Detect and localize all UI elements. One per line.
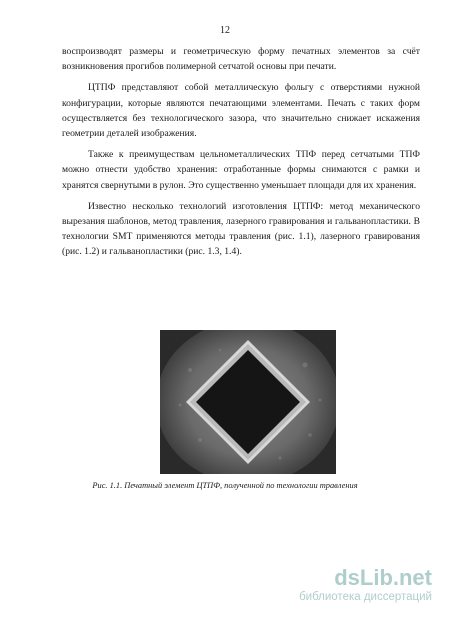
figure-photo — [160, 330, 336, 474]
watermark-subtitle: библиотека диссертаций — [299, 591, 432, 603]
paragraph-3: Также к преимуществам цельнометаллических ТПФ перед сетчатыми ТПФ можно отнести удобство хранения: отработанные формы снимаются с рамки и хранятся свернутыми в рулон. Это существенно уменьшает площади для их хранения. — [62, 149, 420, 191]
micrograph-image — [160, 330, 336, 474]
watermark-logo: dsLib.net — [334, 565, 432, 590]
paragraph-4: Известно несколько технологий изготовления ЦТПФ: метод механического вырезания шаблонов, метод травления, лазерного гравирования и гальванопластики. В технологии SMT применяются методы травления (рис. 1.1), лазерного гравирования (рис. 1.2) и гальванопластики (рис. 1.3, 1.4). — [62, 200, 420, 258]
figure-caption: Рис. 1.1. Печатный элемент ЦТПФ, полученной по технологии травления — [92, 481, 358, 490]
page-number: 12 — [220, 25, 230, 36]
paragraph-1: воспроизводят размеры и геометрическую форму печатных элементов за счёт возникновения прогибов полимерной сетчатой основы при печати. — [62, 46, 420, 73]
paragraph-2: ЦТПФ представляют собой металлическую фольгу с отверстиями нужной конфигурации, которые являются печатающими элементами. Печать с таких форм осуществляется без технологического зазора, что значительно снижает искажения геометрии деталей изображения. — [62, 82, 420, 140]
body-text — [62, 44, 420, 266]
watermark — [252, 566, 432, 610]
